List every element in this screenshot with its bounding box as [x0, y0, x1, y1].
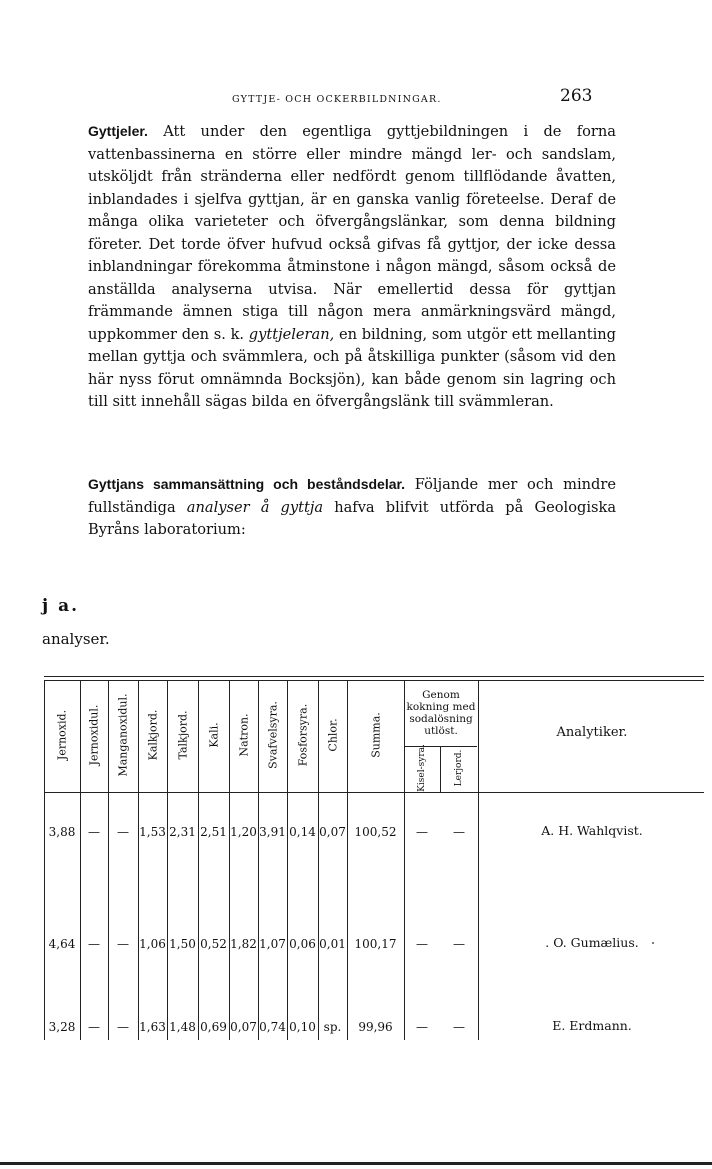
- table-column-rule: [80, 681, 81, 1040]
- table-cell: 0,01: [319, 937, 346, 951]
- table-cell: —: [88, 1020, 100, 1034]
- table-column-rule: [287, 681, 288, 1040]
- table-cell: 1,20: [230, 825, 257, 839]
- table-cell: 4,64: [48, 937, 76, 951]
- table-cell-analyst: E. Erdmann.: [552, 1018, 632, 1033]
- table-cell: 0,07: [319, 825, 346, 839]
- paragraph-gyttjeler: [88, 120, 616, 414]
- column-header: Kali.: [207, 722, 220, 748]
- table-cell: 2,31: [169, 825, 196, 839]
- table-cell: 1,63: [139, 1020, 166, 1034]
- table-cell: 0,06: [289, 937, 316, 951]
- column-header: Chlor.: [326, 718, 339, 752]
- column-header: Jernoxidul.: [87, 704, 101, 766]
- italic-term: gyttjeleran,: [248, 325, 335, 343]
- column-header: Kisel-syra.: [417, 744, 427, 792]
- table-cell: —: [416, 825, 428, 839]
- table-cell: 0,74: [259, 1020, 286, 1034]
- table-top-rule: [44, 676, 704, 677]
- italic-term: analyser å gyttja: [186, 498, 324, 516]
- column-header: Svafvelsyra.: [266, 701, 279, 769]
- table-cell: 1,06: [139, 937, 166, 951]
- margin-fragment: j a.: [42, 596, 80, 616]
- table-cell: —: [117, 1020, 129, 1034]
- table-cell: 99,96: [358, 1020, 393, 1034]
- table-column-rule: [478, 681, 479, 1040]
- table-cell: —: [117, 825, 129, 839]
- table-cell: sp.: [323, 1020, 342, 1034]
- paragraph-text: en bildning, som utgör ett mellanting mellan gyttja och svämmlera, och på åtskilliga punkter (såsom vid den här nyss förut omnämnda Bocksjön), kan både genom sin lagring och till sitt innehåll sägas bilda en öfvergångslänk till svämmleran.: [88, 325, 616, 410]
- analyst-header: Analytiker.: [556, 725, 628, 740]
- table-cell: —: [88, 825, 100, 839]
- table-column-rule: [198, 681, 199, 1040]
- table-column-rule: [318, 681, 319, 1040]
- table-cell: —: [88, 937, 100, 951]
- paragraph-heading: Gyttjeler.: [88, 123, 148, 139]
- table-cell: —: [416, 1020, 428, 1034]
- table-cell: 1,50: [169, 937, 196, 951]
- table-cell: 1,07: [259, 937, 286, 951]
- column-header: Summa.: [369, 712, 382, 758]
- table-cell: 100,17: [354, 937, 397, 951]
- column-header: Natron.: [237, 713, 250, 757]
- table-column-rule: [44, 681, 45, 1040]
- table-header-rule: [44, 792, 704, 793]
- table-cell: —: [416, 937, 428, 951]
- paragraph-text: Att under den egentliga gyttjebildningen i de forna vattenbassinerna en större eller mindre mängd ler- och sandslam, utsköljdt från stränderna eller nedfördt genom tillflödande åvatten, inblandades i sjelfva gyttjan, är en ganska vanlig företeelse. Deraf de många olika varieteter och öfvergångslänkar, som denna bildning företer. Det torde öfver hufvud också gifvas få gyttjor, der icke dessa inblandningar förekomma åtminstone i någon mängd, såsom också de anställda analyserna utvisa. När emellertid dessa för gyttjan främmande ämnen stiga till någon mera anmärkningsvärd mängd, uppkommer den s. k.: [88, 123, 617, 343]
- paragraph-text: hafva blifvit utförda på Geologiska Byråns laboratorium:: [88, 498, 617, 538]
- table-column-rule: [229, 681, 230, 1040]
- column-header: Lerjord.: [454, 749, 464, 787]
- table-cell: 1,82: [230, 937, 257, 951]
- table-cell: 3,28: [48, 1020, 76, 1034]
- table-top-rule: [44, 680, 704, 681]
- table-column-rule: [108, 681, 109, 1040]
- table-column-rule: [258, 681, 259, 1040]
- table-cell: —: [117, 937, 129, 951]
- table-cell: —: [453, 825, 465, 839]
- paragraph-sammansattning: [88, 473, 616, 542]
- column-header: Fosforsyra.: [296, 703, 309, 767]
- table-cell: 2,51: [200, 825, 227, 839]
- table-cell-analyst: A. H. Wahlqvist.: [541, 823, 643, 838]
- table-cell: 0,69: [200, 1020, 227, 1034]
- paragraph-text: Följande mer och mindre fullständiga: [88, 476, 616, 516]
- table-cell: 0,52: [200, 937, 227, 951]
- paper-speck: [652, 942, 654, 944]
- table-cell: 100,52: [354, 825, 397, 839]
- table-cell: —: [453, 1020, 465, 1034]
- table-cell: 0,10: [289, 1020, 316, 1034]
- column-header: Kalkjord.: [146, 709, 159, 761]
- table-column-rule: [347, 681, 348, 1040]
- table-column-rule: [440, 746, 441, 792]
- table-cell: 1,53: [139, 825, 166, 839]
- table-cell: 0,07: [230, 1020, 257, 1034]
- running-head: GYTTJE- OCH OCKERBILDNINGAR.: [232, 94, 442, 105]
- table-cell: 1,48: [169, 1020, 196, 1034]
- table-cell: 3,88: [48, 825, 76, 839]
- table-cell-analyst: . O. Gumælius.: [545, 935, 639, 950]
- margin-fragment: analyser.: [42, 630, 110, 648]
- column-header: Manganoxidul.: [116, 693, 130, 777]
- genom-header: Genom kokning med sodalösning utlöst.: [406, 689, 476, 737]
- column-header: Jernoxid.: [55, 709, 69, 761]
- page-edge: [0, 1162, 712, 1165]
- page-number: 263: [560, 86, 593, 106]
- column-header: Talkjord.: [176, 710, 189, 760]
- table-cell: 0,14: [289, 825, 316, 839]
- genom-subheader-rule: [405, 746, 477, 747]
- paragraph-heading: Gyttjans sammansättning och beståndsdelar.: [88, 476, 406, 492]
- table-column-rule: [167, 681, 168, 1040]
- table-column-rule: [138, 681, 139, 1040]
- table-column-rule: [404, 681, 405, 1040]
- table-cell: 3,91: [259, 825, 286, 839]
- table-cell: —: [453, 937, 465, 951]
